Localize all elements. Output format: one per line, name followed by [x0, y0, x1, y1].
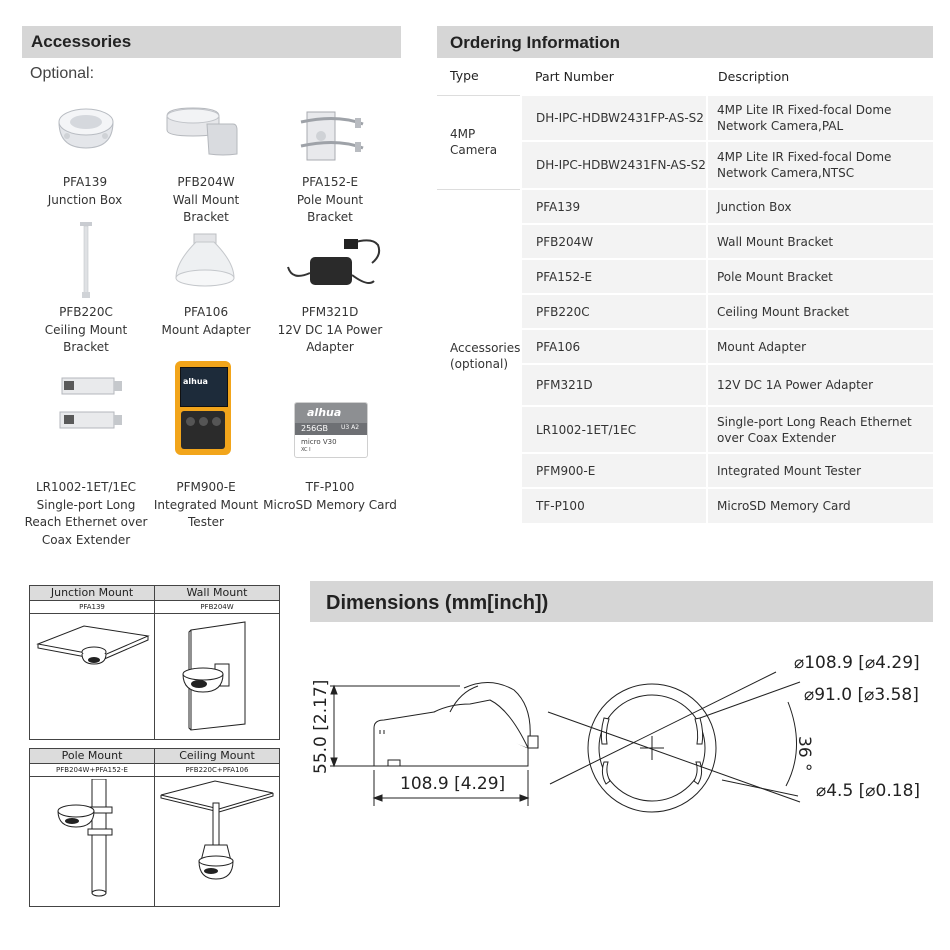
part-number-cell: TF-P100 — [521, 488, 707, 523]
mount-subtitle: PFB220C+PFA106 — [155, 764, 279, 777]
description-cell: Junction Box — [707, 189, 933, 224]
description-cell: Ceiling Mount Bracket — [707, 294, 933, 329]
memory-card-image — [294, 402, 368, 458]
wall-bracket-image — [163, 106, 243, 158]
mount-subtitle: PFB204W+PFA152-E — [30, 764, 154, 777]
junction-mount-drawing — [30, 616, 154, 736]
col-type-header: Type — [437, 58, 521, 95]
dimension-drawing — [300, 630, 940, 830]
part-number-cell: PFB204W — [521, 224, 707, 259]
mount-subtitle: PFB204W — [155, 601, 279, 614]
ceiling-bracket-image — [78, 222, 94, 300]
description-cell: MicroSD Memory Card — [707, 488, 933, 523]
mount-cell-wall — [154, 585, 280, 740]
part-number-cell: PFM321D — [521, 364, 707, 406]
table-row — [437, 95, 933, 141]
ordering-header: Ordering Information — [437, 26, 933, 58]
acc-caption-pfb220c: PFB220C Ceiling Mount Bracket — [44, 305, 128, 354]
length-dimension-label: 108.9 [4.29] — [400, 774, 506, 794]
description-cell: 4MP Lite IR Fixed-focal Dome Network Camera,PAL — [707, 95, 933, 141]
part-number-cell: PFA152-E — [521, 259, 707, 294]
camera-side-view — [374, 682, 538, 766]
mount-cell-ceiling — [154, 748, 280, 907]
outer-diameter-label: ⌀108.9 [⌀4.29] — [794, 653, 920, 673]
pole-bracket-image — [297, 106, 367, 164]
card-xc: XC I — [301, 447, 311, 453]
junction-box-image — [55, 100, 117, 152]
power-adapter-image — [282, 235, 384, 297]
mount-adapter-image — [172, 232, 238, 292]
description-cell: Single-port Long Reach Ethernet over Coax Extender — [707, 406, 933, 453]
inner-diameter-label: ⌀91.0 [⌀3.58] — [804, 685, 919, 705]
card-marks: U3 A2 — [341, 424, 360, 431]
pole-mount-drawing — [30, 779, 154, 903]
description-cell: Mount Adapter — [707, 329, 933, 364]
description-cell: Pole Mount Bracket — [707, 259, 933, 294]
description-cell: 4MP Lite IR Fixed-focal Dome Network Camera,NTSC — [707, 141, 933, 189]
acc-caption-pfa139: PFA139 Junction Box — [47, 175, 123, 207]
height-dimension-label: 55.0 [2.17] — [311, 679, 331, 774]
acc-caption-pfb204w: PFB204W Wall Mount Bracket — [172, 175, 240, 224]
acc-caption-pfa106: PFA106 Mount Adapter — [161, 305, 251, 337]
part-number-cell: PFM900-E — [521, 453, 707, 488]
hole-diameter-label: ⌀4.5 [⌀0.18] — [816, 781, 921, 801]
type-accessories-cell: Accessories (optional) — [437, 189, 521, 523]
col-desc-header: Description — [718, 68, 790, 84]
accessories-header: Accessories — [22, 26, 401, 58]
mount-tester-image — [175, 361, 231, 455]
camera-top-view — [548, 672, 800, 812]
description-cell: Wall Mount Bracket — [707, 224, 933, 259]
description-cell: Integrated Mount Tester — [707, 453, 933, 488]
acc-caption-pfa152e: PFA152-E Pole Mount Bracket — [296, 175, 364, 224]
angle-label: 36 ° — [794, 736, 814, 772]
mount-cell-junction — [29, 585, 155, 740]
dimensions-header: Dimensions (mm[inch]) — [310, 581, 933, 622]
part-number-cell: LR1002-1ET/1EC — [521, 406, 707, 453]
card-capacity: 256GB — [301, 424, 328, 433]
mount-title: Wall Mount — [155, 586, 279, 601]
description-cell: 12V DC 1A Power Adapter — [707, 364, 933, 406]
mount-diagrams — [29, 585, 280, 907]
table-header-row — [437, 58, 933, 95]
acc-caption-tfp100: TF-P100 MicroSD Memory Card — [263, 480, 397, 512]
extender-image — [56, 372, 126, 442]
ceiling-mount-drawing — [155, 779, 279, 903]
mount-title: Junction Mount — [30, 586, 154, 601]
part-number-cell: DH-IPC-HDBW2431FP-AS-S2 — [521, 95, 707, 141]
acc-caption-pfm321d: PFM321D 12V DC 1A Power Adapter — [277, 305, 383, 354]
part-number-cell: PFA139 — [521, 189, 707, 224]
part-number-cell: PFA106 — [521, 329, 707, 364]
type-camera-cell: 4MP Camera — [437, 95, 521, 189]
ordering-table — [437, 58, 933, 523]
tester-brand: alhua — [183, 377, 208, 386]
card-brand: alhua — [307, 406, 342, 419]
mount-cell-pole — [29, 748, 155, 907]
table-row — [437, 189, 933, 224]
card-micro: micro V30 — [301, 438, 337, 446]
acc-caption-lr1002: LR1002-1ET/1EC Single-port Long Reach Ethernet over Coax Extender — [24, 480, 148, 547]
mount-title: Pole Mount — [30, 749, 154, 764]
acc-caption-pfm900e: PFM900-E Integrated Mount Tester — [153, 480, 259, 529]
part-number-cell: DH-IPC-HDBW2431FN-AS-S2 — [521, 141, 707, 189]
wall-mount-drawing — [155, 616, 279, 736]
mount-title: Ceiling Mount — [155, 749, 279, 764]
mount-subtitle: PFA139 — [30, 601, 154, 614]
col-part-header: Part Number — [535, 68, 614, 84]
optional-label: Optional: — [30, 65, 95, 82]
part-number-cell: PFB220C — [521, 294, 707, 329]
